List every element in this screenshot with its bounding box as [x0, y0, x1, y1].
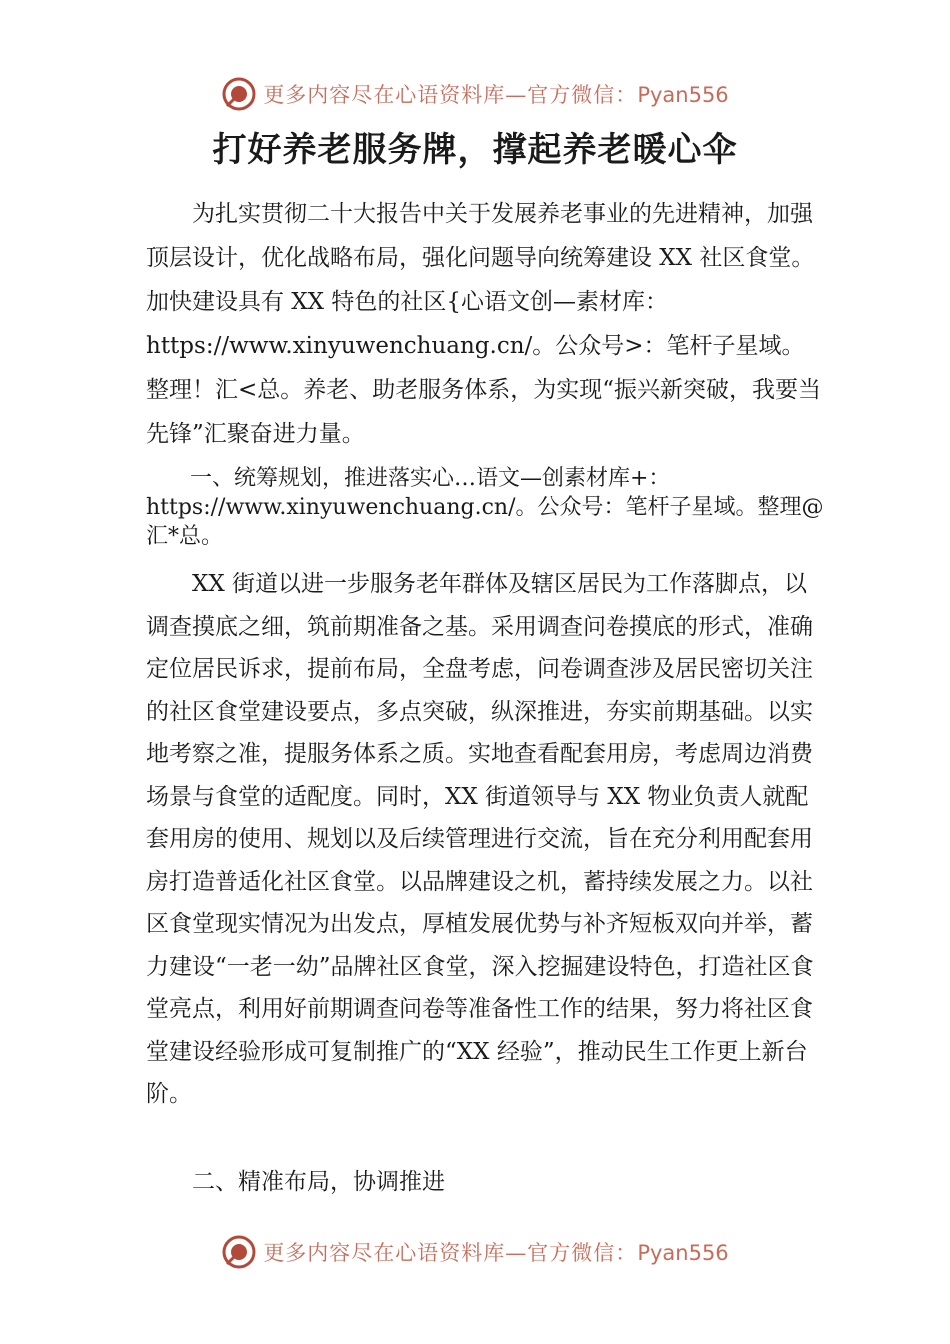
banner-text: 更多内容尽在心语资料库—官方微信：Pyan556 [263, 83, 729, 107]
document-title: 打好养老服务牌，撑起养老暖心伞 [212, 130, 738, 170]
header-banner [0, 72, 950, 116]
footer-banner [0, 1230, 950, 1274]
brand-logo-icon [221, 76, 257, 112]
section-heading-one: 一、统筹规划，推进落实心…语文—创素材库+：https://www.xinyuwenchuang.cn/。公众号：笔杆子星域。整理@汇*总。 [146, 466, 824, 549]
paragraph-intro: 为扎实贯彻二十大报告中关于发展养老事业的先进精神，加强顶层设计，优化战略布局，强化问题导向统筹建设 XX 社区食堂。加快建设具有 XX 特色的社区{心语文创—素材库：https://www.xinyuwenchuang.cn/。公众号>：笔杆子星域。整理！汇<总。养老、助老服务体系，为实现“振兴新突破，我要当先锋”汇聚奋进力量。 [146, 201, 822, 447]
section-heading-two: 二、精准布局，协调推进 [192, 1169, 445, 1195]
brand-logo-icon [221, 1234, 257, 1270]
paragraph-section-one: XX 街道以进一步服务老年群体及辖区居民为工作落脚点，以调查摸底之细，筑前期准备之基。采用调查问卷摸底的形式，准确定位居民诉求，提前布局，全盘考虑，问卷调查涉及居民密切关注的社区食堂建设要点，多点突破，纵深推进，夯实前期基础。以实地考察之准，提服务体系之质。实地查看配套用房，考虑周边消费场景与食堂的适配度。同时，XX 街道领导与 XX 物业负责人就配套用房的使用、规划以及后续管理进行交流，旨在充分利用配套用房打造普适化社区食堂。以品牌建设之机，蓄持续发展之力。以社区食堂现实情况为出发点，厚植发展优势与补齐短板双向并举，蓄力建设“一老一幼”品牌社区食堂，深入挖掘建设特色，打造社区食堂亮点，利用好前期调查问卷等准备性工作的结果，努力将社区食堂建设经验形成可复制推广的“XX 经验”，推动民生工作更上新台阶。 [146, 571, 814, 1107]
banner-text: 更多内容尽在心语资料库—官方微信：Pyan556 [263, 1241, 729, 1265]
